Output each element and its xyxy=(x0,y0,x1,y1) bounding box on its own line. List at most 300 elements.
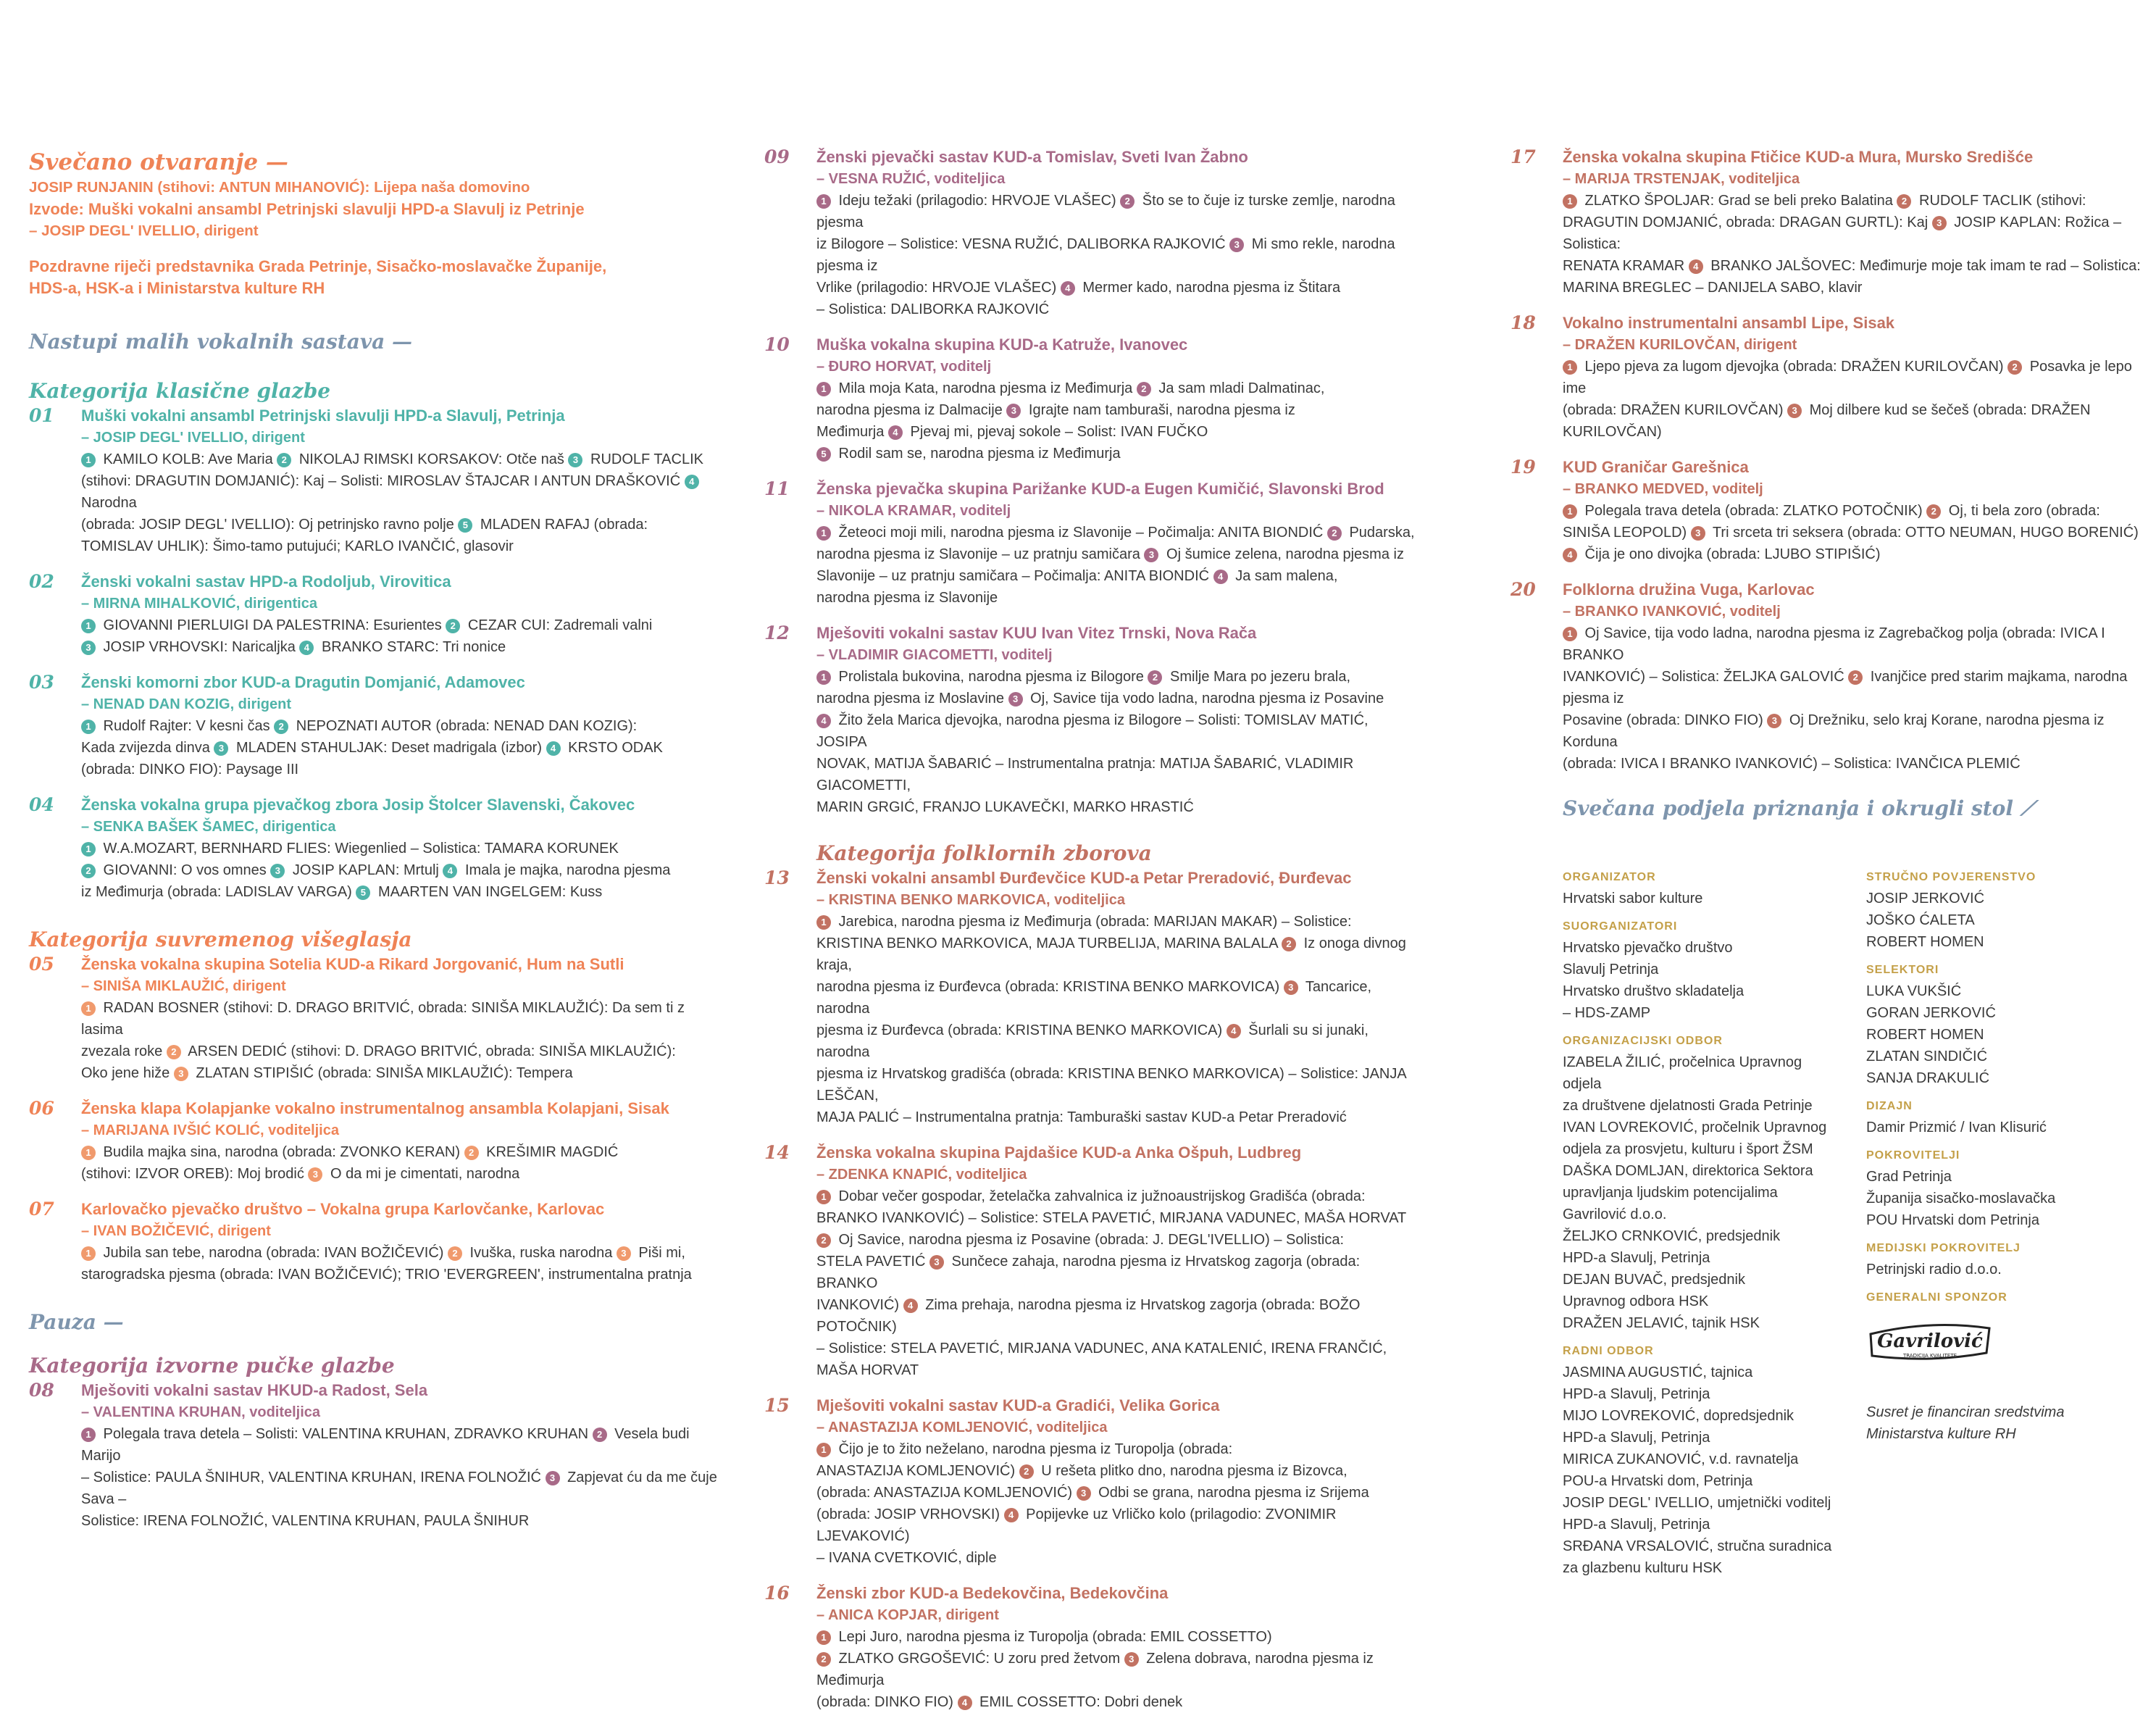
entry-leader: – BRANKO IVANKOVIĆ, voditelj xyxy=(1563,604,1781,620)
entry-line: – Solistice: PAULA ŠNIHUR, VALENTINA KRUHAN, IRENA FOLNOŽIĆ 3 Zapjevat ću da me čuje Sava – xyxy=(81,1470,717,1507)
entry-line: IVANKOVIĆ) 4 Zima prehaja, narodna pjesma iz Hrvatskog zagorja (obrada: BOŽO POTOČNIK) xyxy=(816,1297,1361,1335)
credit-line: JOSIP JERKOVIĆ xyxy=(1866,891,1985,906)
opening-heading: Svečano otvaranje — xyxy=(29,149,288,175)
anthem-line: JOSIP RUNJANIN (stihovi: ANTUN MIHANOVIĆ): Lijepa naša domovino xyxy=(29,179,530,196)
entries-col3 xyxy=(1511,146,2141,775)
item-number-icon: 3 xyxy=(1008,692,1023,707)
item-number-icon: 2 xyxy=(446,619,460,633)
entry-title: Ženski komorni zbor KUD-a Dragutin Domjanić, Adamovec xyxy=(81,673,525,691)
item-number-icon: 1 xyxy=(1563,504,1577,519)
entry-number: 04 xyxy=(29,794,54,815)
entry-line: MARINA BREGLEC – DANIJELA SABO, klavir xyxy=(1563,280,1863,296)
program-entry xyxy=(764,1142,1416,1381)
program-entry xyxy=(764,1583,1416,1713)
small-ensembles-heading: Nastupi malih vokalnih sastava — xyxy=(29,330,413,354)
awards-heading: Svečana podjela priznanja i okrugli stol ⟋ xyxy=(1563,796,2035,820)
entry-title: Mješoviti vokalni sastav KUU Ivan Vitez Trnski, Nova Rača xyxy=(816,624,1257,642)
credit-line: HPD-a Slavulj, Petrinja xyxy=(1563,1386,1710,1402)
item-number-icon: 5 xyxy=(458,518,472,533)
entry-line: iz Međimurja (obrada: LADISLAV VARGA) 5 MAARTEN VAN INGELGEM: Kuss xyxy=(81,884,603,900)
entry-leader: – DRAŽEN KURILOVČAN, dirigent xyxy=(1563,337,1797,353)
item-number-icon: 4 xyxy=(903,1299,918,1313)
entry-leader: – ANASTAZIJA KOMLJENOVIĆ, voditeljica xyxy=(816,1420,1108,1435)
credit-line: Damir Prizmić / Ivan Klisurić xyxy=(1866,1120,2047,1135)
credit-line: Hrvatski sabor kulture xyxy=(1563,891,1703,906)
entry-line: 1 Rudolf Rajter: V kesni čas 2 NEPOZNATI AUTOR (obrada: NENAD DAN KOZIG): xyxy=(81,715,724,737)
entry-leader: – SENKA BAŠEK ŠAMEC, dirigentica xyxy=(81,819,336,835)
item-number-icon: 4 xyxy=(958,1696,972,1710)
entry-line: Kada zvijezda dinva 3 MLADEN STAHULJAK: Deset madrigala (izbor) 4 KRSTO ODAK xyxy=(81,740,663,756)
entry-line: MAJA PALIĆ – Instrumentalna pratnja: Tamburaški sastav KUD-a Petar Preradović xyxy=(816,1109,1347,1125)
program-entry xyxy=(1511,146,2141,299)
credit-heading: GENERALNI SPONZOR xyxy=(1866,1291,2007,1304)
item-number-icon: 4 xyxy=(1563,548,1577,562)
credit-heading: DIZAJN xyxy=(1866,1100,1913,1112)
item-number-icon: 4 xyxy=(685,475,699,489)
category-classic-heading: Kategorija klasične glazbe xyxy=(29,379,331,403)
entry-line: Međimurja 4 Pjevaj mi, pjevaj sokole – Solist: IVAN FUČKO xyxy=(816,424,1208,440)
entry-line: Slavonije – uz pratnju samičara – Počimalja: ANITA BIONDIĆ 4 Ja sam malena, xyxy=(816,568,1338,584)
item-number-icon: 1 xyxy=(81,720,96,734)
entry-line: (obrada: IVICA I BRANKO IVANKOVIĆ) – Solistica: IVANČICA PLEMIĆ xyxy=(1563,756,2021,772)
credit-line: LUKA VUKŠIĆ xyxy=(1866,983,1962,999)
entry-leader: – NENAD DAN KOZIG, dirigent xyxy=(81,696,292,712)
entry-line: (obrada: DINKO FIO): Paysage III xyxy=(81,762,299,778)
entry-line: KRISTINA BENKO MARKOVICA, MAJA TURBELIJA, MARINA BALALA 2 Iz onoga divnog kraja, xyxy=(816,935,1406,973)
entry-line: 1 Lepi Juro, narodna pjesma iz Turopolja (obrada: EMIL COSSETTO) xyxy=(816,1626,1416,1648)
entry-title: Ženska vokalna grupa pjevačkog zbora Josip Štolcer Slavenski, Čakovec xyxy=(81,796,635,814)
program-entry xyxy=(29,405,724,557)
entry-number: 14 xyxy=(764,1142,790,1163)
entry-line: 1 Oj Savice, tija vodo ladna, narodna pjesma iz Zagrebačkog polja (obrada: IVICA I BRANKO xyxy=(1563,625,2105,663)
column-2 xyxy=(764,146,1416,1713)
entries-folk-choirs xyxy=(764,867,1416,1713)
entry-leader: – ĐURO HORVAT, voditelj xyxy=(816,359,992,375)
entry-title: Ženski vokalni sastav HPD-a Rodoljub, Virovitica xyxy=(81,572,451,591)
entry-title: Ženska pjevačka skupina Parižanke KUD-a Eugen Kumičić, Slavonski Brod xyxy=(816,480,1384,498)
entry-number: 19 xyxy=(1511,457,1536,478)
credit-line: Petrinjski radio d.o.o. xyxy=(1866,1262,2002,1278)
entries-modern xyxy=(29,954,724,1285)
item-number-icon: 3 xyxy=(1932,216,1947,230)
entry-leader: – MIRNA MIHALKOVIĆ, dirigentica xyxy=(81,596,317,612)
item-number-icon: 2 xyxy=(1282,937,1296,951)
entry-line: DRAGUTIN DOMJANIĆ, obrada: DRAGAN GURTL): Kaj 3 JOSIP KAPLAN: Rožica – Solistica: xyxy=(1563,214,2122,252)
item-number-icon: 4 xyxy=(299,641,314,655)
entry-title: Ženski pjevački sastav KUD-a Tomislav, Sveti Ivan Žabno xyxy=(816,148,1248,166)
item-number-icon: 1 xyxy=(816,382,831,396)
credit-line: Slavulj Petrinja xyxy=(1563,962,1659,978)
item-number-icon: 3 xyxy=(174,1067,188,1081)
item-number-icon: 1 xyxy=(81,1428,96,1442)
entry-leader: – JOSIP DEGL' IVELLIO, dirigent xyxy=(81,430,305,446)
item-number-icon: 2 xyxy=(1848,670,1863,685)
item-number-icon: 1 xyxy=(81,453,96,467)
entry-line: starogradska pjesma (obrada: IVAN BOŽIČEVIĆ); TRIO 'EVERGREEN', instrumentalna pratnja xyxy=(81,1267,692,1283)
credit-heading: SELEKTORI xyxy=(1866,964,1939,976)
credit-line: GORAN JERKOVIĆ xyxy=(1866,1005,1996,1021)
entry-leader: – VALENTINA KRUHAN, voditeljica xyxy=(81,1404,321,1420)
program-entry xyxy=(29,1098,724,1185)
entry-line: zvezala roke 2 ARSEN DEDIĆ (stihovi: D. DRAGO BRITVIĆ, obrada: SINIŠA MIKLAUŽIĆ): xyxy=(81,1043,676,1059)
entry-line: pjesma iz Hrvatskog gradišća (obrada: KRISTINA BENKO MARKOVICA) – Solistice: JANJA LEŠČAN, xyxy=(816,1066,1406,1104)
entry-line: BRANKO IVANKOVIĆ) – Solistice: STELA PAVETIĆ, MIRJANA VADUNEC, MAŠA HORVAT xyxy=(816,1210,1407,1226)
category-folk-heading: Kategorija izvorne pučke glazbe xyxy=(29,1354,395,1378)
credit-heading: MEDIJSKI POKROVITELJ xyxy=(1866,1242,2021,1254)
entry-line: pjesma iz Đurđevca (obrada: KRISTINA BENKO MARKOVICA) 4 Šurlali su si junaki, narodna xyxy=(816,1022,1369,1060)
credit-heading: POKROVITELJI xyxy=(1866,1149,1960,1162)
program-entry xyxy=(29,1380,724,1532)
credit-line: ROBERT HOMEN xyxy=(1866,934,1984,950)
credit-line: upravljanja ljudskim potencijalima xyxy=(1563,1185,1778,1201)
pause-heading: Pauza — xyxy=(29,1310,124,1334)
entry-line: Vrlike (prilagodio: HRVOJE VLAŠEC) 4 Mermer kado, narodna pjesma iz Štitara xyxy=(816,280,1341,296)
credits xyxy=(1563,860,2141,1579)
program-entry xyxy=(764,867,1416,1128)
credit-line: – HDS-ZAMP xyxy=(1563,1005,1651,1021)
entry-title: Ženski zbor KUD-a Bedekovčina, Bedekovčina xyxy=(816,1584,1169,1602)
entry-number: 10 xyxy=(764,334,790,355)
credit-heading: SUORGANIZATORI xyxy=(1563,920,1678,933)
credits-right xyxy=(1866,860,2141,1579)
entry-number: 15 xyxy=(764,1395,790,1416)
item-number-icon: 1 xyxy=(81,1146,96,1160)
credit-line: za društvene djelatnosti Grada Petrinje xyxy=(1563,1098,1813,1114)
entry-line: 2 Oj Savice, narodna pjesma iz Posavine (obrada: J. DEGL'IVELLIO) – Solistica: xyxy=(816,1229,1416,1251)
credit-heading: RADNI ODBOR xyxy=(1563,1345,1654,1357)
entry-line: 1 W.A.MOZART, BERNHARD FLIES: Wiegenlied – Solistica: TAMARA KORUNEK xyxy=(81,838,724,859)
item-number-icon: 2 xyxy=(277,453,291,467)
credit-line: ŽELJKO CRNKOVIĆ, predsjednik xyxy=(1563,1228,1781,1244)
entry-leader: – ZDENKA KNAPIĆ, voditeljica xyxy=(816,1167,1027,1183)
speech-line: HDS-a, HSK-a i Ministarstva kulture RH xyxy=(29,279,325,297)
entry-number: 07 xyxy=(29,1199,54,1220)
credit-line: ZLATAN SINDIČIĆ xyxy=(1866,1049,1988,1064)
entry-line: 1 Mila moja Kata, narodna pjesma iz Međimurja 2 Ja sam mladi Dalmatinac, xyxy=(816,378,1416,399)
credit-line: JOSIP DEGL' IVELLIO, umjetnički voditelj xyxy=(1563,1495,1831,1511)
credit-line: SRĐANA VRSALOVIĆ, stručna suradnica xyxy=(1563,1538,1832,1554)
entry-number: 01 xyxy=(29,405,54,426)
item-number-icon: 2 xyxy=(167,1045,181,1059)
item-number-icon: 1 xyxy=(816,670,831,685)
entry-line: 1 Jarebica, narodna pjesma iz Međimurja (obrada: MARIJAN MAKAR) – Solistice: xyxy=(816,911,1416,933)
credit-heading: ORGANIZACIJSKI ODBOR xyxy=(1563,1035,1723,1047)
entry-line: Solistice: IRENA FOLNOŽIĆ, VALENTINA KRUHAN, PAULA ŠNIHUR xyxy=(81,1513,530,1529)
item-number-icon: 2 xyxy=(1327,526,1342,541)
entry-line: (stihovi: IZVOR OREB): Moj brodić 3 O da mi je cimentati, narodna xyxy=(81,1166,520,1182)
entries-classic xyxy=(29,405,724,903)
entry-line: 1 Budila majka sina, narodna (obrada: ZVONKO KERAN) 2 KREŠIMIR MAGDIĆ xyxy=(81,1141,724,1163)
entry-leader: – VESNA RUŽIĆ, voditeljica xyxy=(816,171,1006,187)
item-number-icon: 3 xyxy=(214,741,228,756)
item-number-icon: 1 xyxy=(816,915,831,930)
item-number-icon: 4 xyxy=(1213,570,1228,584)
entry-line: 1 RADAN BOSNER (stihovi: D. DRAGO BRITVIĆ, obrada: SINIŠA MIKLAUŽIĆ): Da sem ti z lasima xyxy=(81,1000,685,1038)
entry-line: 1 Čijo je to žito neželano, narodna pjesma iz Turopolja (obrada: xyxy=(816,1438,1416,1460)
item-number-icon: 3 xyxy=(568,453,582,467)
entry-line: 1 Ljepo pjeva za lugom djevojka (obrada: DRAŽEN KURILOVČAN) 2 Posavka je lepo ime xyxy=(1563,359,2132,396)
program-entry xyxy=(29,672,724,780)
credit-line: IZABELA ŽILIĆ, pročelnica Upravnog odjela xyxy=(1563,1054,1802,1092)
speech-line: Pozdravne riječi predstavnika Grada Petrinje, Sisačko-moslavačke Županije, xyxy=(29,257,607,275)
entry-title: Folklorna družina Vuga, Karlovac xyxy=(1563,580,1815,599)
item-number-icon: 3 xyxy=(1284,980,1298,995)
entry-title: Ženska vokalna skupina Pajdašice KUD-a Anka Ošpuh, Ludbreg xyxy=(816,1143,1302,1162)
item-number-icon: 1 xyxy=(81,619,96,633)
entry-line: MARIN GRGIĆ, FRANJO LUKAVEČKI, MARKO HRASTIĆ xyxy=(816,799,1194,815)
item-number-icon: 3 xyxy=(308,1167,322,1182)
item-number-icon: 3 xyxy=(1229,238,1244,252)
credit-line: POU-a Hrvatski dom, Petrinja xyxy=(1563,1473,1753,1489)
entry-leader: – NIKOLA KRAMAR, voditelj xyxy=(816,503,1011,519)
entry-line: narodna pjesma iz Slavonije – uz pratnju samičara 3 Oj šumice zelena, narodna pjesma iz xyxy=(816,546,1404,562)
credit-line: DAŠKA DOMLJAN, direktorica Sektora xyxy=(1563,1163,1813,1179)
entry-title: Ženska vokalna skupina Sotelia KUD-a Rikard Jorgovanić, Hum na Sutli xyxy=(81,955,624,973)
item-number-icon: 1 xyxy=(816,1443,831,1457)
item-number-icon: 2 xyxy=(2007,360,2022,375)
performer-line: Izvode: Muški vokalni ansambl Petrinjski slavulji HPD-a Slavulj iz Petrinje xyxy=(29,200,585,218)
item-number-icon: 4 xyxy=(1004,1508,1019,1522)
item-number-icon: 4 xyxy=(816,714,831,728)
item-number-icon: 3 xyxy=(617,1246,631,1261)
entry-line: 4 Čija je ono divojka (obrada: LJUBO STIPIŠIĆ) xyxy=(1563,543,2141,565)
logo-tagline: TRADICIJA KVALITETE xyxy=(1902,1353,1957,1359)
entry-title: Vokalno instrumentalni ansambl Lipe, Sisak xyxy=(1563,314,1895,332)
credit-line: ROBERT HOMEN xyxy=(1866,1027,1984,1043)
program-entry xyxy=(29,571,724,658)
item-number-icon: 3 xyxy=(1787,404,1802,418)
entry-line: (obrada: JOSIP DEGL' IVELLIO): Oj petrinjsko ravno polje 5 MLADEN RAFAJ (obrada: xyxy=(81,517,648,533)
credit-line: HPD-a Slavulj, Petrinja xyxy=(1563,1517,1710,1533)
item-number-icon: 2 xyxy=(816,1652,831,1667)
column-3 xyxy=(1511,146,2141,1579)
entry-line: 1 Jubila san tebe, narodna (obrada: IVAN BOŽIČEVIĆ) 2 Ivuška, ruska narodna 3 Piši mi, xyxy=(81,1242,724,1264)
entry-line: 1 Ideju težaki (prilagodio: HRVOJE VLAŠEC) 2 Što se to čuje iz turske zemlje, narodna pjesma xyxy=(816,193,1395,230)
funding-note: Ministarstva kulture RH xyxy=(1866,1426,2016,1442)
item-number-icon: 4 xyxy=(443,864,457,878)
credit-line: Upravnog odbora HSK xyxy=(1563,1293,1709,1309)
item-number-icon: 3 xyxy=(1767,714,1781,728)
credit-line: DRAŽEN JELAVIĆ, tajnik HSK xyxy=(1563,1315,1760,1331)
entry-line: 1 Prolistala bukovina, narodna pjesma iz Bilogore 2 Smilje Mara po jezeru brala, xyxy=(816,666,1416,688)
item-number-icon: 1 xyxy=(81,1246,96,1261)
entry-leader: – IVAN BOŽIČEVIĆ, dirigent xyxy=(81,1223,271,1239)
entry-leader: – MARIJANA IVŠIĆ KOLIĆ, voditeljica xyxy=(81,1122,339,1138)
program-entry xyxy=(1511,457,2141,565)
entry-line: narodna pjesma iz Slavonije xyxy=(816,590,998,606)
entry-number: 05 xyxy=(29,954,54,975)
entry-line: (obrada: DINKO FIO) 4 EMIL COSSETTO: Dobri denek xyxy=(816,1694,1183,1710)
entry-number: 13 xyxy=(764,867,790,888)
item-number-icon: 4 xyxy=(1689,259,1703,274)
logo-wordmark: Gavrilović xyxy=(1877,1330,1983,1352)
item-number-icon: 4 xyxy=(1227,1024,1241,1038)
category-modern-heading: Kategorija suvremenog višeglasja xyxy=(29,928,412,951)
item-number-icon: 1 xyxy=(816,1190,831,1204)
item-number-icon: 1 xyxy=(816,526,831,541)
entry-leader: – MARIJA TRSTENJAK, voditeljica xyxy=(1563,171,1800,187)
entry-line: 2 ZLATKO GRGOŠEVIĆ: U zoru pred žetvom 3 Zelena dobrava, narodna pjesma iz Međimurja xyxy=(816,1651,1374,1688)
entry-title: Mješoviti vokalni sastav HKUD-a Radost, Sela xyxy=(81,1381,428,1399)
entry-number: 02 xyxy=(29,571,54,592)
entries-col2-top xyxy=(764,146,1416,818)
item-number-icon: 3 xyxy=(81,641,96,655)
program-entry xyxy=(29,1199,724,1285)
credit-line: za glazbenu kulturu HSK xyxy=(1563,1560,1723,1576)
program-entry xyxy=(29,794,724,903)
credit-line: Županija sisačko-moslavačka xyxy=(1866,1191,2056,1206)
credit-line: Hrvatsko pjevačko društvo xyxy=(1563,940,1733,956)
entry-line: Posavine (obrada: DINKO FIO) 3 Oj Drežniku, selo kraj Korane, narodna pjesma iz Korduna xyxy=(1563,712,2105,750)
item-number-icon: 3 xyxy=(1691,526,1705,541)
item-number-icon: 3 xyxy=(1124,1652,1139,1667)
item-number-icon: 4 xyxy=(888,425,903,440)
item-number-icon: 2 xyxy=(448,1246,462,1261)
entry-line: (obrada: JOSIP VRHOVSKI) 4 Popijevke uz Vrličko kolo (prilagodio: ZVONIMIR LJEVAKOVIĆ) xyxy=(816,1506,1337,1544)
item-number-icon: 2 xyxy=(593,1428,607,1442)
entry-line: narodna pjesma iz Dalmacije 3 Igrajte nam tamburaši, narodna pjesma iz xyxy=(816,402,1295,418)
credit-line: HPD-a Slavulj, Petrinja xyxy=(1563,1250,1710,1266)
entry-line: SINIŠA LEOPOLD) 3 Tri srceta tri seksera (obrada: OTTO NEUMAN, HUGO BORENIĆ) xyxy=(1563,525,2139,541)
credit-line: IVAN LOVREKOVIĆ, pročelnik Upravnog xyxy=(1563,1120,1827,1135)
item-number-icon: 2 xyxy=(1137,382,1151,396)
item-number-icon: 3 xyxy=(1144,548,1158,562)
credit-line: SANJA DRAKULIĆ xyxy=(1866,1070,1990,1086)
entry-line: STELA PAVETIĆ 3 Sunčece zahaja, narodna pjesma iz Hrvatskog zagorja (obrada: BRANKO xyxy=(816,1254,1361,1291)
entry-line: 1 GIOVANNI PIERLUIGI DA PALESTRINA: Esurientes 2 CEZAR CUI: Zadremali valni xyxy=(81,614,724,636)
entry-leader: – BRANKO MEDVED, voditelj xyxy=(1563,481,1763,497)
item-number-icon: 3 xyxy=(546,1471,560,1485)
entry-line: ANASTAZIJA KOMLJENOVIĆ) 2 U rešeta plitko dno, narodna pjesma iz Bizovca, xyxy=(816,1463,1348,1479)
entry-line: (obrada: ANASTAZIJA KOMLJENOVIĆ) 3 Odbi se grana, narodna pjesma iz Srijema xyxy=(816,1485,1369,1501)
conductor-line: – JOSIP DEGL' IVELLIO, dirigent xyxy=(29,222,259,239)
entry-line: RENATA KRAMAR 4 BRANKO JALŠOVEC: Međimurje moje tak imam te rad – Solistica: xyxy=(1563,258,2141,274)
entry-number: 18 xyxy=(1511,312,1536,333)
credits-left xyxy=(1563,860,1837,1579)
item-number-icon: 3 xyxy=(1077,1486,1091,1501)
credit-line: Hrvatsko društvo skladatelja xyxy=(1563,983,1745,999)
entry-title: Muška vokalna skupina KUD-a Katruže, Ivanovec xyxy=(816,335,1188,354)
entry-number: 03 xyxy=(29,672,54,693)
entry-number: 08 xyxy=(29,1380,54,1401)
program-entry xyxy=(764,478,1416,609)
item-number-icon: 2 xyxy=(816,1233,831,1248)
entry-line: – Solistice: STELA PAVETIĆ, MIRJANA VADUNEC, ANA KATALENIĆ, IRENA FRANČIĆ, MAŠA HORVAT xyxy=(816,1341,1387,1378)
program-entry xyxy=(764,146,1416,320)
item-number-icon: 3 xyxy=(929,1255,944,1270)
item-number-icon: 2 xyxy=(1148,670,1162,685)
entry-line: 4 Žito žela Marica djevojka, narodna pjesma iz Bilogore – Solisti: TOMISLAV MATIĆ, JOSIPA xyxy=(816,712,1369,750)
item-number-icon: 1 xyxy=(81,1001,96,1016)
credit-line: JASMINA AUGUSTIĆ, tajnica xyxy=(1563,1364,1753,1380)
entry-line: 5 Rodil sam se, narodna pjesma iz Međimurja xyxy=(816,443,1416,464)
entry-line: 1 KAMILO KOLB: Ave Maria 2 NIKOLAJ RIMSKI KORSAKOV: Otče naš 3 RUDOLF TACLIK xyxy=(81,449,724,470)
item-number-icon: 1 xyxy=(1563,360,1577,375)
entries-folk xyxy=(29,1380,724,1532)
item-number-icon: 3 xyxy=(270,864,285,878)
credit-line: MIRICA ZUKANOVIĆ, v.d. ravnatelja xyxy=(1563,1451,1799,1467)
item-number-icon: 5 xyxy=(816,447,831,462)
entry-line: Oko jene hiže 3 ZLATAN STIPIŠIĆ (obrada: SINIŠA MIKLAUŽIĆ): Tempera xyxy=(81,1065,573,1081)
entry-number: 11 xyxy=(764,478,790,499)
item-number-icon: 4 xyxy=(546,741,561,756)
entry-line: IVANKOVIĆ) – Solistica: ŽELJKA GALOVIĆ 2 Ivanjčice pred starim majkama, narodna pjesma iz xyxy=(1563,669,2128,707)
item-number-icon: 1 xyxy=(1563,627,1577,641)
entry-number: 16 xyxy=(764,1583,790,1604)
entry-line: 1 Polegala trava detela – Solisti: VALENTINA KRUHAN, ZDRAVKO KRUHAN 2 Vesela budi Marijo xyxy=(81,1426,690,1464)
entry-line: 3 JOSIP VRHOVSKI: Naricaljka 4 BRANKO STARC: Tri nonice xyxy=(81,636,724,658)
entry-line: (obrada: DRAŽEN KURILOVČAN) 3 Moj dilbere kud se šečeš (obrada: DRAŽEN KURILOVČAN) xyxy=(1563,402,2091,440)
item-number-icon: 2 xyxy=(1120,194,1135,209)
item-number-icon: 2 xyxy=(274,720,288,734)
program-entry xyxy=(764,1395,1416,1569)
credit-heading: ORGANIZATOR xyxy=(1563,871,1656,883)
item-number-icon: 2 xyxy=(81,864,96,878)
entry-number: 17 xyxy=(1511,146,1536,167)
item-number-icon: 1 xyxy=(81,842,96,856)
credit-heading: STRUČNO POVJERENSTVO xyxy=(1866,871,2036,883)
entry-line: NOVAK, MATIJA ŠABARIĆ – Instrumentalna pratnja: MATIJA ŠABARIĆ, VLADIMIR GIACOMETTI, xyxy=(816,756,1354,793)
entry-line: 2 GIOVANNI: O vos omnes 3 JOSIP KAPLAN: Mrtulj 4 Imala je majka, narodna pjesma xyxy=(81,859,724,881)
entry-title: Ženska klapa Kolapjanke vokalno instrumentalnog ansambla Kolapjani, Sisak xyxy=(81,1099,669,1117)
program-entry xyxy=(1511,579,2141,775)
item-number-icon: 1 xyxy=(1563,194,1577,209)
entry-leader: – ANICA KOPJAR, dirigent xyxy=(816,1607,999,1623)
entry-title: Muški vokalni ansambl Petrinjski slavulji HPD-a Slavulj, Petrinja xyxy=(81,407,565,425)
entry-title: Ženska vokalna skupina Ftičice KUD-a Mura, Mursko Središće xyxy=(1563,148,2034,166)
column-1 xyxy=(29,148,724,1532)
credit-line: Grad Petrinja xyxy=(1866,1169,1952,1185)
entry-number: 06 xyxy=(29,1098,54,1119)
program-entry xyxy=(29,954,724,1084)
item-number-icon: 2 xyxy=(1019,1464,1034,1479)
entry-number: 20 xyxy=(1511,579,1536,600)
item-number-icon: 2 xyxy=(1897,194,1911,209)
credit-line: odjela za prosvjetu, kulturu i šport ŽSM xyxy=(1563,1141,1813,1157)
category-folk-choirs-heading: Kategorija folklornih zborova xyxy=(816,841,1152,865)
credit-line: POU Hrvatski dom Petrinja xyxy=(1866,1212,2039,1228)
item-number-icon: 3 xyxy=(1006,404,1021,418)
entry-line: narodna pjesma iz Đurđevca (obrada: KRISTINA BENKO MARKOVICA) 3 Tancarice, narodna xyxy=(816,979,1372,1017)
credit-line: DEJAN BUVAČ, predsjednik xyxy=(1563,1272,1745,1288)
entry-title: Mješoviti vokalni sastav KUD-a Gradići, Velika Gorica xyxy=(816,1396,1220,1414)
credit-line: MIJO LOVREKOVIĆ, dopredsjednik xyxy=(1563,1408,1794,1424)
credit-line: HPD-a Slavulj, Petrinja xyxy=(1563,1430,1710,1446)
entry-number: 12 xyxy=(764,622,790,643)
item-number-icon: 2 xyxy=(464,1146,479,1160)
entry-line: – Solistica: DALIBORKA RAJKOVIĆ xyxy=(816,301,1050,317)
entry-line: TOMISLAV UHLIK): Šimo-tamo putujući; KARLO IVANČIĆ, glasovir xyxy=(81,538,514,554)
entry-title: KUD Graničar Garešnica xyxy=(1563,458,1749,476)
entry-number: 09 xyxy=(764,146,790,167)
entry-title: Karlovačko pjevačko društvo – Vokalna grupa Karlovčanke, Karlovac xyxy=(81,1200,605,1218)
program-entry xyxy=(764,334,1416,464)
credit-line: JOŠKO ĆALETA xyxy=(1866,912,1975,928)
entry-line: narodna pjesma iz Moslavine 3 Oj, Savice tija vodo ladna, narodna pjesma iz Posavine xyxy=(816,691,1384,707)
program-entry xyxy=(764,622,1416,818)
funding-note: Susret je financiran sredstvima xyxy=(1866,1404,2065,1420)
entry-line: iz Bilogore – Solistice: VESNA RUŽIĆ, DALIBORKA RAJKOVIĆ 3 Mi smo rekle, narodna pjesma iz xyxy=(816,236,1395,274)
entry-line: 1 Polegala trava detela (obrada: ZLATKO POTOČNIK) 2 Oj, ti bela zoro (obrada: xyxy=(1563,500,2141,522)
entry-line: 1 Žeteoci moji mili, narodna pjesma iz Slavonije – Počimalja: ANITA BIONDIĆ 2 Pudarska, xyxy=(816,522,1416,543)
entry-leader: – VLADIMIR GIACOMETTI, voditelj xyxy=(816,647,1053,663)
entry-line: 1 Dobar večer gospodar, žetelačka zahvalnica iz južnoaustrijskog Gradišća (obrada: xyxy=(816,1185,1416,1207)
gavrilovic-logo xyxy=(1866,1318,1994,1366)
item-number-icon: 1 xyxy=(816,1630,831,1645)
entry-leader: – SINIŠA MIKLAUŽIĆ, dirigent xyxy=(81,978,286,994)
entry-leader: – KRISTINA BENKO MARKOVICA, voditeljica xyxy=(816,892,1125,908)
program-entry xyxy=(1511,312,2141,443)
